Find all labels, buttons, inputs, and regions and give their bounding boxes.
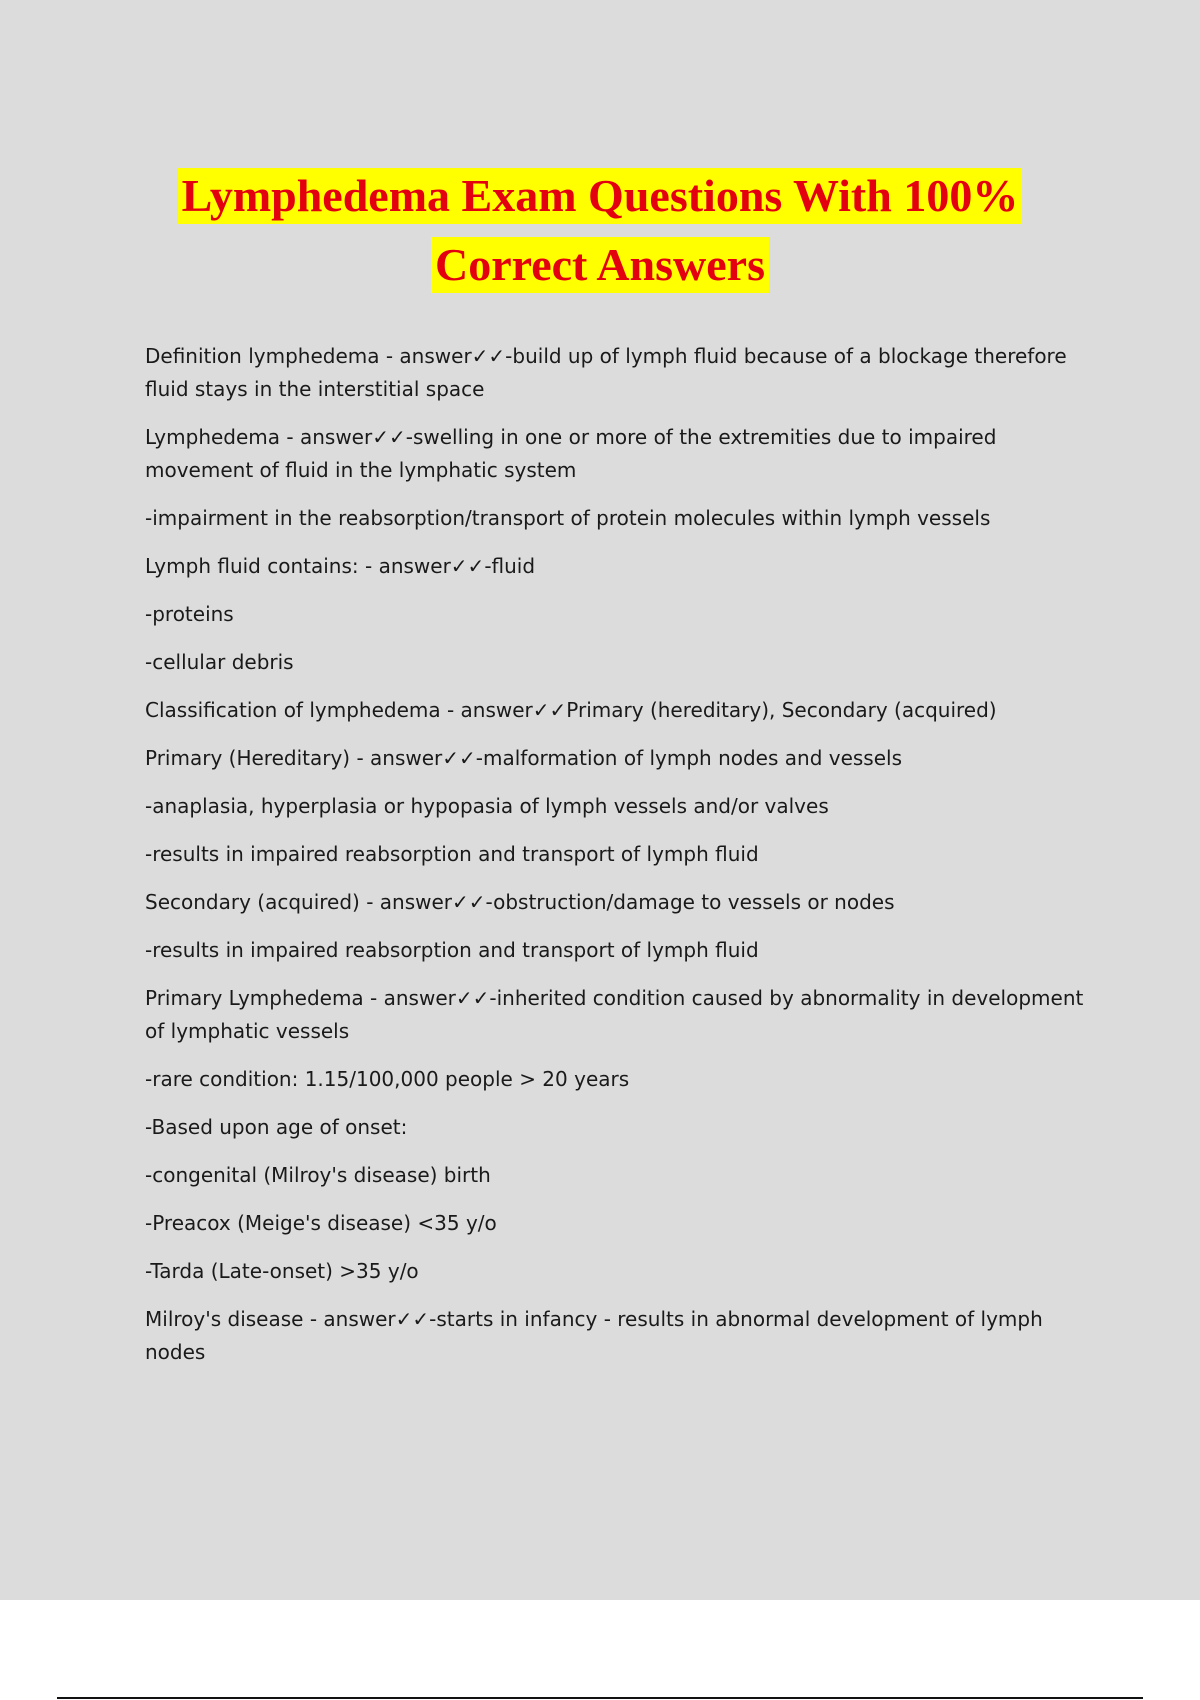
- paragraph-10: -results in impaired reabsorption and transport of lymph fluid: [145, 842, 759, 866]
- paragraph-18: -Tarda (Late-onset) >35 y/o: [145, 1259, 419, 1283]
- paragraph-13: Primary Lymphedema - answer✓✓-inherited condition caused by abnormality in development of lymphatic vessels: [145, 986, 1084, 1043]
- paragraph-4: Lymph fluid contains: - answer✓✓-fluid: [145, 554, 536, 578]
- paragraph-19: Milroy's disease - answer✓✓-starts in infancy - results in abnormal development of lymph nodes: [145, 1307, 1043, 1364]
- paragraph-3: -impairment in the reabsorption/transport of protein molecules within lymph vessels: [145, 506, 991, 530]
- document-body: [145, 340, 1085, 1384]
- paragraph-15: -Based upon age of onset:: [145, 1115, 408, 1139]
- paragraph-7: Classification of lymphedema - answer✓✓Primary (hereditary), Secondary (acquired): [145, 698, 997, 722]
- paragraph-17: -Preacox (Meige's disease) <35 y/o: [145, 1211, 497, 1235]
- paragraph-14: -rare condition: 1.15/100,000 people > 20 years: [145, 1067, 630, 1091]
- paragraph-12: -results in impaired reabsorption and transport of lymph fluid: [145, 938, 759, 962]
- paragraph-6: -cellular debris: [145, 650, 294, 674]
- page-title: [0, 168, 1200, 306]
- paragraph-9: -anaplasia, hyperplasia or hypopasia of lymph vessels and/or valves: [145, 794, 829, 818]
- title-line-1: Lymphedema Exam Questions With 100%: [178, 168, 1023, 224]
- footer-divider: [57, 1697, 1143, 1699]
- paragraph-2: Lymphedema - answer✓✓-swelling in one or more of the extremities due to impaired movement of fluid in the lymphatic system: [145, 425, 997, 482]
- paragraph-8: Primary (Hereditary) - answer✓✓-malformation of lymph nodes and vessels: [145, 746, 903, 770]
- paragraph-5: -proteins: [145, 602, 234, 626]
- paragraph-1: Definition lymphedema - answer✓✓-build up of lymph fluid because of a blockage therefore fluid stays in the interstitial space: [145, 344, 1067, 401]
- paragraph-11: Secondary (acquired) - answer✓✓-obstruction/damage to vessels or nodes: [145, 890, 895, 914]
- paragraph-16: -congenital (Milroy's disease) birth: [145, 1163, 491, 1187]
- title-line-2: Correct Answers: [431, 237, 769, 293]
